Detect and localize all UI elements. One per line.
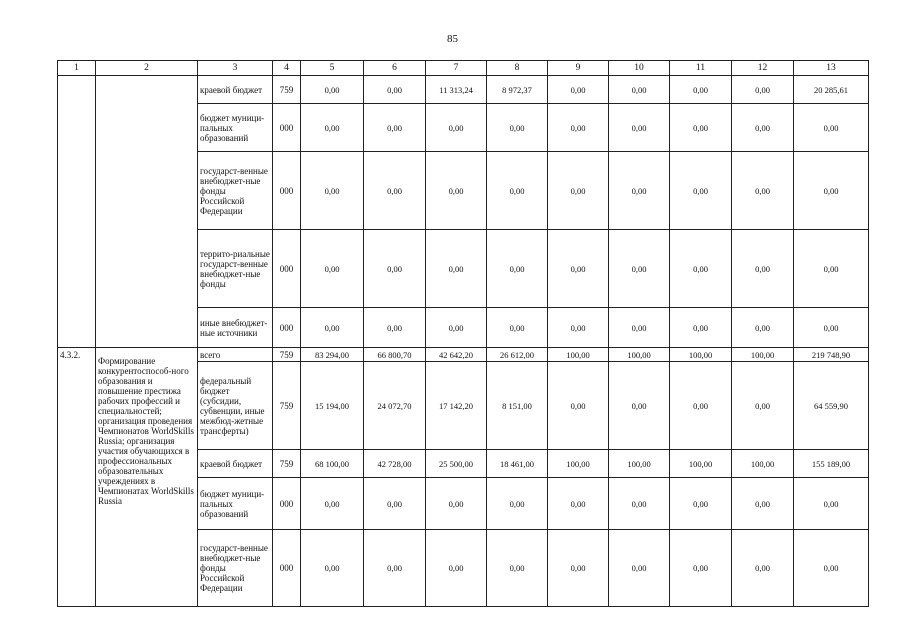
value-cell: 0,00 [609, 230, 670, 308]
value-cell: 0,00 [548, 530, 609, 607]
header-cell: 5 [301, 61, 364, 76]
value-cell: 0,00 [548, 230, 609, 308]
header-cell: 3 [198, 61, 273, 76]
budget-table [57, 60, 869, 607]
value-cell: 0,00 [609, 308, 670, 348]
value-cell: 0,00 [794, 230, 869, 308]
value-cell: 0,00 [670, 530, 732, 607]
value-cell: 100,00 [670, 450, 732, 478]
value-cell: 0,00 [426, 478, 487, 530]
value-cell: 0,00 [732, 362, 794, 450]
value-cell: 0,00 [670, 152, 732, 230]
code-cell: 759 [273, 76, 301, 104]
value-cell: 0,00 [426, 530, 487, 607]
value-cell: 26 612,00 [487, 348, 548, 362]
funding-source-cell: бюджет муници-пальных образований [198, 478, 273, 530]
value-cell: 100,00 [548, 348, 609, 362]
value-cell: 25 500,00 [426, 450, 487, 478]
value-cell: 0,00 [670, 76, 732, 104]
header-cell: 9 [548, 61, 609, 76]
value-cell: 0,00 [548, 76, 609, 104]
value-cell: 0,00 [794, 308, 869, 348]
value-cell: 0,00 [794, 104, 869, 152]
value-cell: 42 642,20 [426, 348, 487, 362]
value-cell: 100,00 [609, 450, 670, 478]
code-cell: 000 [273, 478, 301, 530]
value-cell: 100,00 [732, 348, 794, 362]
header-cell: 6 [364, 61, 426, 76]
value-cell: 0,00 [301, 308, 364, 348]
value-cell: 18 461,00 [487, 450, 548, 478]
funding-source-cell: бюджет муници-пальных образований [198, 104, 273, 152]
value-cell: 8 151,00 [487, 362, 548, 450]
value-cell: 155 189,00 [794, 450, 869, 478]
funding-source-cell: всего [198, 348, 273, 362]
value-cell: 0,00 [301, 230, 364, 308]
value-cell: 0,00 [426, 308, 487, 348]
value-cell: 100,00 [732, 450, 794, 478]
code-cell: 000 [273, 530, 301, 607]
value-cell: 0,00 [670, 104, 732, 152]
value-cell: 0,00 [548, 478, 609, 530]
value-cell: 0,00 [301, 104, 364, 152]
value-cell: 0,00 [609, 152, 670, 230]
value-cell: 0,00 [670, 308, 732, 348]
value-cell: 20 285,61 [794, 76, 869, 104]
value-cell: 0,00 [364, 478, 426, 530]
header-cell: 12 [732, 61, 794, 76]
value-cell: 0,00 [364, 104, 426, 152]
header-cell: 2 [96, 61, 198, 76]
item-number-cell: 4.3.2. [58, 348, 96, 607]
value-cell: 0,00 [794, 478, 869, 530]
value-cell: 0,00 [732, 230, 794, 308]
funding-source-cell: краевой бюджет [198, 450, 273, 478]
value-cell: 0,00 [670, 478, 732, 530]
value-cell: 0,00 [670, 362, 732, 450]
item-description-cell [96, 76, 198, 348]
value-cell: 0,00 [732, 152, 794, 230]
value-cell: 0,00 [364, 530, 426, 607]
value-cell: 0,00 [548, 104, 609, 152]
value-cell: 100,00 [670, 348, 732, 362]
value-cell: 0,00 [364, 230, 426, 308]
value-cell: 0,00 [487, 308, 548, 348]
value-cell: 0,00 [732, 104, 794, 152]
page-number: 85 [447, 33, 458, 45]
value-cell: 0,00 [487, 230, 548, 308]
value-cell: 83 294,00 [301, 348, 364, 362]
value-cell: 219 748,90 [794, 348, 869, 362]
value-cell: 0,00 [301, 530, 364, 607]
header-row [58, 61, 869, 76]
value-cell: 0,00 [609, 104, 670, 152]
value-cell: 0,00 [487, 478, 548, 530]
header-cell: 4 [273, 61, 301, 76]
code-cell: 000 [273, 104, 301, 152]
value-cell: 24 072,70 [364, 362, 426, 450]
value-cell: 0,00 [301, 76, 364, 104]
code-cell: 759 [273, 450, 301, 478]
value-cell: 0,00 [426, 152, 487, 230]
value-cell: 0,00 [609, 478, 670, 530]
code-cell: 000 [273, 152, 301, 230]
value-cell: 0,00 [426, 104, 487, 152]
header-cell: 13 [794, 61, 869, 76]
funding-source-cell: иные внебюджет-ные источники [198, 308, 273, 348]
value-cell: 0,00 [732, 76, 794, 104]
value-cell: 42 728,00 [364, 450, 426, 478]
header-cell: 11 [670, 61, 732, 76]
value-cell: 0,00 [548, 362, 609, 450]
value-cell: 15 194,00 [301, 362, 364, 450]
value-cell: 0,00 [670, 230, 732, 308]
value-cell: 0,00 [426, 230, 487, 308]
value-cell: 100,00 [609, 348, 670, 362]
value-cell: 17 142,20 [426, 362, 487, 450]
value-cell: 0,00 [609, 530, 670, 607]
value-cell: 0,00 [609, 362, 670, 450]
value-cell: 0,00 [487, 530, 548, 607]
value-cell: 0,00 [364, 308, 426, 348]
table-row [58, 76, 869, 104]
code-cell: 000 [273, 308, 301, 348]
value-cell: 64 559,90 [794, 362, 869, 450]
value-cell: 0,00 [794, 530, 869, 607]
value-cell: 0,00 [301, 478, 364, 530]
value-cell: 0,00 [487, 104, 548, 152]
value-cell: 0,00 [794, 152, 869, 230]
value-cell: 100,00 [548, 450, 609, 478]
funding-source-cell: террито-риальные государст-венные внебюджет-ные фонды [198, 230, 273, 308]
value-cell: 0,00 [732, 308, 794, 348]
value-cell: 0,00 [548, 152, 609, 230]
value-cell: 0,00 [487, 152, 548, 230]
value-cell: 11 313,24 [426, 76, 487, 104]
header-cell: 1 [58, 61, 96, 76]
item-description-cell: Формирование конкурентоспособ-ного образования и повышение престижа рабочих профессий и специальностей; организация проведения Чемпионатов WorldSkills Russia; организация участия обучающихся в профессиональных образовательных учреждениях в Чемпионатах WorldSkills Russia [96, 348, 198, 607]
value-cell: 0,00 [364, 152, 426, 230]
code-cell: 759 [273, 362, 301, 450]
funding-source-cell: краевой бюджет [198, 76, 273, 104]
item-number-cell [58, 76, 96, 348]
header-cell: 8 [487, 61, 548, 76]
value-cell: 66 800,70 [364, 348, 426, 362]
table-row [58, 348, 869, 362]
header-cell: 7 [426, 61, 487, 76]
value-cell: 8 972,37 [487, 76, 548, 104]
code-cell: 759 [273, 348, 301, 362]
value-cell: 0,00 [548, 308, 609, 348]
funding-source-cell: государст-венные внебюджет-ные фонды Российской Федерации [198, 152, 273, 230]
header-cell: 10 [609, 61, 670, 76]
value-cell: 0,00 [609, 76, 670, 104]
value-cell: 68 100,00 [301, 450, 364, 478]
funding-source-cell: федеральный бюджет (субсидии, субвенции, иные межбюд-жетные трансферты) [198, 362, 273, 450]
funding-source-cell: государст-венные внебюджет-ные фонды Российской Федерации [198, 530, 273, 607]
value-cell: 0,00 [732, 530, 794, 607]
value-cell: 0,00 [364, 76, 426, 104]
code-cell: 000 [273, 230, 301, 308]
value-cell: 0,00 [732, 478, 794, 530]
value-cell: 0,00 [301, 152, 364, 230]
